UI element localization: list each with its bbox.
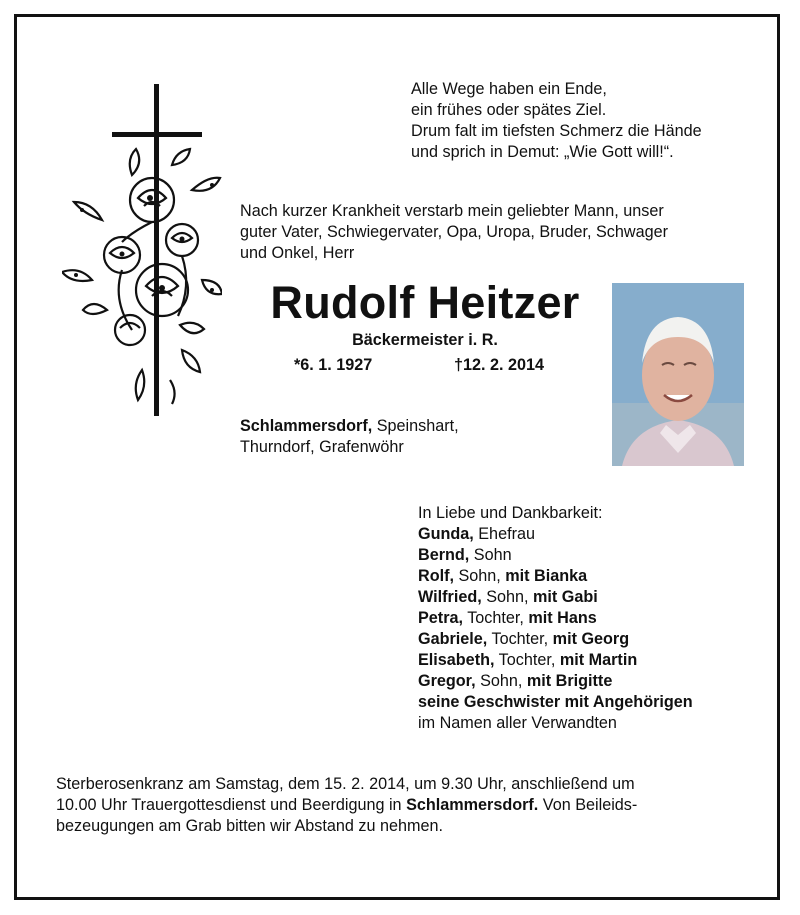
mourner-relation: Sohn,	[481, 588, 534, 606]
mourners-heading: In Liebe und Dankbarkeit:	[418, 504, 603, 522]
mourner-name: Elisabeth,	[418, 651, 495, 669]
deceased-title: Bäckermeister i. R.	[352, 331, 498, 349]
mourner-name: Petra,	[418, 609, 463, 627]
mourner-relation: Tochter,	[494, 651, 560, 669]
intro-line: und Onkel, Herr	[240, 244, 355, 262]
birth-date: *6. 1. 1927	[294, 356, 373, 374]
poem-block	[411, 79, 771, 163]
intro-line: Nach kurzer Krankheit verstarb mein geliebter Mann, unser	[240, 202, 664, 220]
mourner-name: Rolf,	[418, 567, 454, 585]
mourner-row	[418, 587, 788, 608]
place-main: Schlammersdorf,	[240, 417, 373, 435]
mourner-relation: Tochter,	[463, 609, 529, 627]
mourner-row	[418, 566, 788, 587]
intro-line: guter Vater, Schwiegervater, Opa, Uropa, Bruder, Schwager	[240, 223, 668, 241]
mourner-row	[418, 608, 788, 629]
mourner-relation: Ehefrau	[473, 525, 535, 543]
mourner-relation: Sohn,	[475, 672, 527, 690]
deceased-name: Rudolf Heitzer	[270, 277, 580, 328]
mourner-name: Wilfried,	[418, 588, 482, 606]
mourner-relation: Tochter,	[487, 630, 553, 648]
cross-with-roses-icon	[62, 80, 222, 420]
footer-line	[56, 795, 756, 816]
footer-text: 10.00 Uhr Trauergottesdienst und Beerdigung in	[56, 796, 407, 814]
mourners-block	[418, 503, 788, 734]
mourner-row	[418, 671, 788, 692]
footer-line: bezeugungen am Grab bitten wir Abstand zu nehmen.	[56, 817, 443, 835]
mourner-name: Bernd,	[418, 546, 470, 564]
mourner-relation: Sohn	[469, 546, 512, 564]
mourner-name: Gregor,	[418, 672, 476, 690]
mourner-partner: mit Brigitte	[526, 672, 613, 690]
poem-line: Alle Wege haben ein Ende,	[411, 80, 607, 98]
poem-line: und sprich in Demut: „Wie Gott will!“.	[411, 143, 674, 161]
closing-line: im Namen aller Verwandten	[418, 714, 617, 732]
mourner-partner: mit Gabi	[533, 588, 598, 606]
mourner-partner: mit Hans	[528, 609, 597, 627]
death-date: †12. 2. 2014	[454, 356, 545, 374]
mourner-partner: mit Georg	[552, 630, 630, 648]
mourner-row	[418, 629, 788, 650]
footer-block	[56, 774, 756, 837]
mourner-partner: mit Bianka	[505, 567, 588, 585]
mourner-partner: mit Martin	[559, 651, 638, 669]
mourner-row	[418, 650, 788, 671]
mourner-name: Gabriele,	[418, 630, 488, 648]
mourner-name: Gunda,	[418, 525, 474, 543]
footer-place: Schlammersdorf.	[406, 796, 539, 814]
poem-line: ein frühes oder spätes Ziel.	[411, 101, 607, 119]
places-block	[240, 416, 600, 458]
mourner-row	[418, 545, 788, 566]
mourner-relation: Sohn,	[453, 567, 506, 585]
poem-line: Drum falt im tiefsten Schmerz die Hände	[411, 122, 702, 140]
siblings-line: seine Geschwister mit Angehörigen	[418, 693, 693, 711]
footer-line: Sterberosenkranz am Samstag, dem 15. 2. 2014, um 9.30 Uhr, anschließend um	[56, 775, 635, 793]
place-line: Thurndorf, Grafenwöhr	[240, 438, 404, 456]
footer-text: Von Beileids-	[538, 796, 638, 814]
place-other: Speinshart,	[372, 417, 459, 435]
mourner-row	[418, 524, 788, 545]
portrait-photo	[612, 283, 744, 466]
intro-block	[240, 201, 780, 264]
